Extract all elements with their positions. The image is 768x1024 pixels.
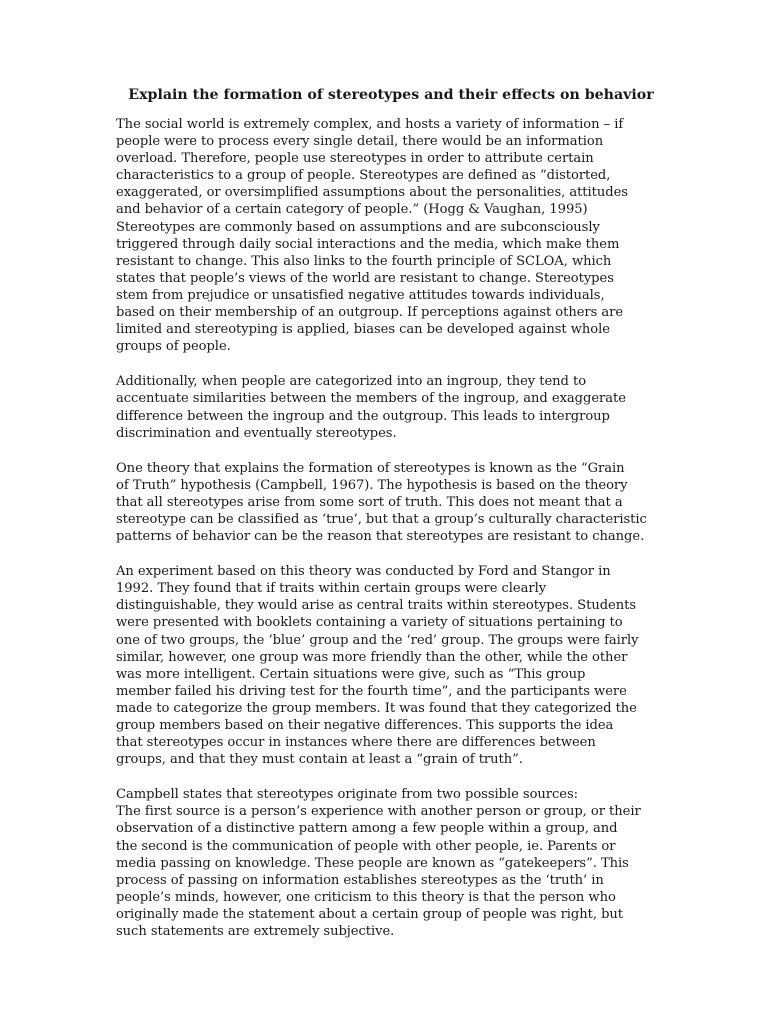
text-line: one of two groups, the ‘blue’ group and the ‘red’ group. The groups were fairly <box>116 632 639 648</box>
text-line: The social world is extremely complex, and hosts a variety of information – if <box>116 117 624 132</box>
text-line: characteristics to a group of people. Stereotypes are defined as “distorted, <box>116 168 611 184</box>
text-line: such statements are extremely subjective. <box>116 924 395 940</box>
paragraph <box>116 116 656 355</box>
text-line: difference between the ingroup and the outgroup. This leads to intergroup <box>116 408 610 424</box>
text-line: groups, and that they must contain at least a “grain of truth”. <box>116 752 523 768</box>
text-line: were presented with booklets containing a variety of situations pertaining to <box>116 615 623 631</box>
text-line: originally made the statement about a certain group of people was right, but <box>116 906 624 922</box>
text-line: The first source is a person’s experience with another person or group, or their <box>116 804 641 820</box>
text-line: stem from prejudice or unsatisfied negative attitudes towards individuals, <box>116 287 605 303</box>
text-line: limited and stereotyping is applied, biases can be developed against whole <box>116 322 610 338</box>
document-body <box>116 116 656 940</box>
text-line: groups of people. <box>116 339 231 355</box>
paragraph <box>116 563 656 768</box>
text-line: was more intelligent. Certain situations were give, such as “This group <box>116 666 586 682</box>
text-line: Stereotypes are commonly based on assumptions and are subconsciously <box>116 219 600 235</box>
text-line: overload. Therefore, people use stereotypes in order to attribute certain <box>116 151 594 167</box>
text-line: states that people’s views of the world are resistant to change. Stereotypes <box>116 270 614 286</box>
paragraph <box>116 460 656 545</box>
text-line: patterns of behavior can be the reason that stereotypes are resistant to change. <box>116 529 645 545</box>
text-line: of Truth” hypothesis (Campbell, 1967). The hypothesis is based on the theory <box>116 477 628 493</box>
text-line: discrimination and eventually stereotypes. <box>116 425 397 441</box>
document-title: Explain the formation of stereotypes and their effects on behavior <box>128 87 654 103</box>
document-page <box>116 86 656 958</box>
text-line: 1992. They found that if traits within certain groups were clearly <box>116 581 547 597</box>
text-line: and behavior of a certain category of people.” (Hogg & Vaughan, 1995) <box>116 202 588 218</box>
text-line: based on their membership of an outgroup. If perceptions against others are <box>116 305 624 321</box>
text-line: group members based on their negative differences. This supports the idea <box>116 718 614 733</box>
text-line: people’s minds, however, one criticism to this theory is that the person who <box>116 889 616 905</box>
text-line: resistant to change. This also links to the fourth principle of SCLOA, which <box>116 253 612 269</box>
text-line: similar, however, one group was more friendly than the other, while the other <box>116 649 628 665</box>
text-line: exaggerated, or oversimplified assumptions about the personalities, attitudes <box>116 185 628 201</box>
text-line: Additionally, when people are categorized into an ingroup, they tend to <box>116 374 587 390</box>
text-line: stereotype can be classified as ‘true’, but that a group’s culturally characteristic <box>116 511 647 527</box>
text-line: that stereotypes occur in instances where there are differences between <box>116 735 596 751</box>
text-line: distinguishable, they would arise as central traits within stereotypes. Students <box>116 598 636 614</box>
text-line: that all stereotypes arise from some sort of truth. This does not meant that a <box>116 494 623 510</box>
text-line: One theory that explains the formation of stereotypes is known as the “Grain <box>116 460 625 476</box>
text-line: people were to process every single detail, there would be an information <box>116 134 604 150</box>
text-line: the second is the communication of people with other people, ie. Parents or <box>116 838 616 854</box>
text-line: made to categorize the group members. It was found that they categorized the <box>116 700 637 716</box>
text-line: member failed his driving test for the fourth time”, and the participants were <box>116 683 627 699</box>
text-line: media passing on knowledge. These people are known as “gatekeepers”. This <box>116 855 629 871</box>
text-line: An experiment based on this theory was conducted by Ford and Stangor in <box>116 564 611 580</box>
paragraph <box>116 786 656 940</box>
text-line: Campbell states that stereotypes originate from two possible sources: <box>116 787 579 803</box>
text-line: process of passing on information establishes stereotypes as the ‘truth’ in <box>116 872 604 888</box>
text-line: triggered through daily social interactions and the media, which make them <box>116 236 620 252</box>
paragraph <box>116 373 656 441</box>
text-line: observation of a distinctive pattern among a few people within a group, and <box>116 821 618 837</box>
text-line: accentuate similarities between the members of the ingroup, and exaggerate <box>116 391 626 407</box>
